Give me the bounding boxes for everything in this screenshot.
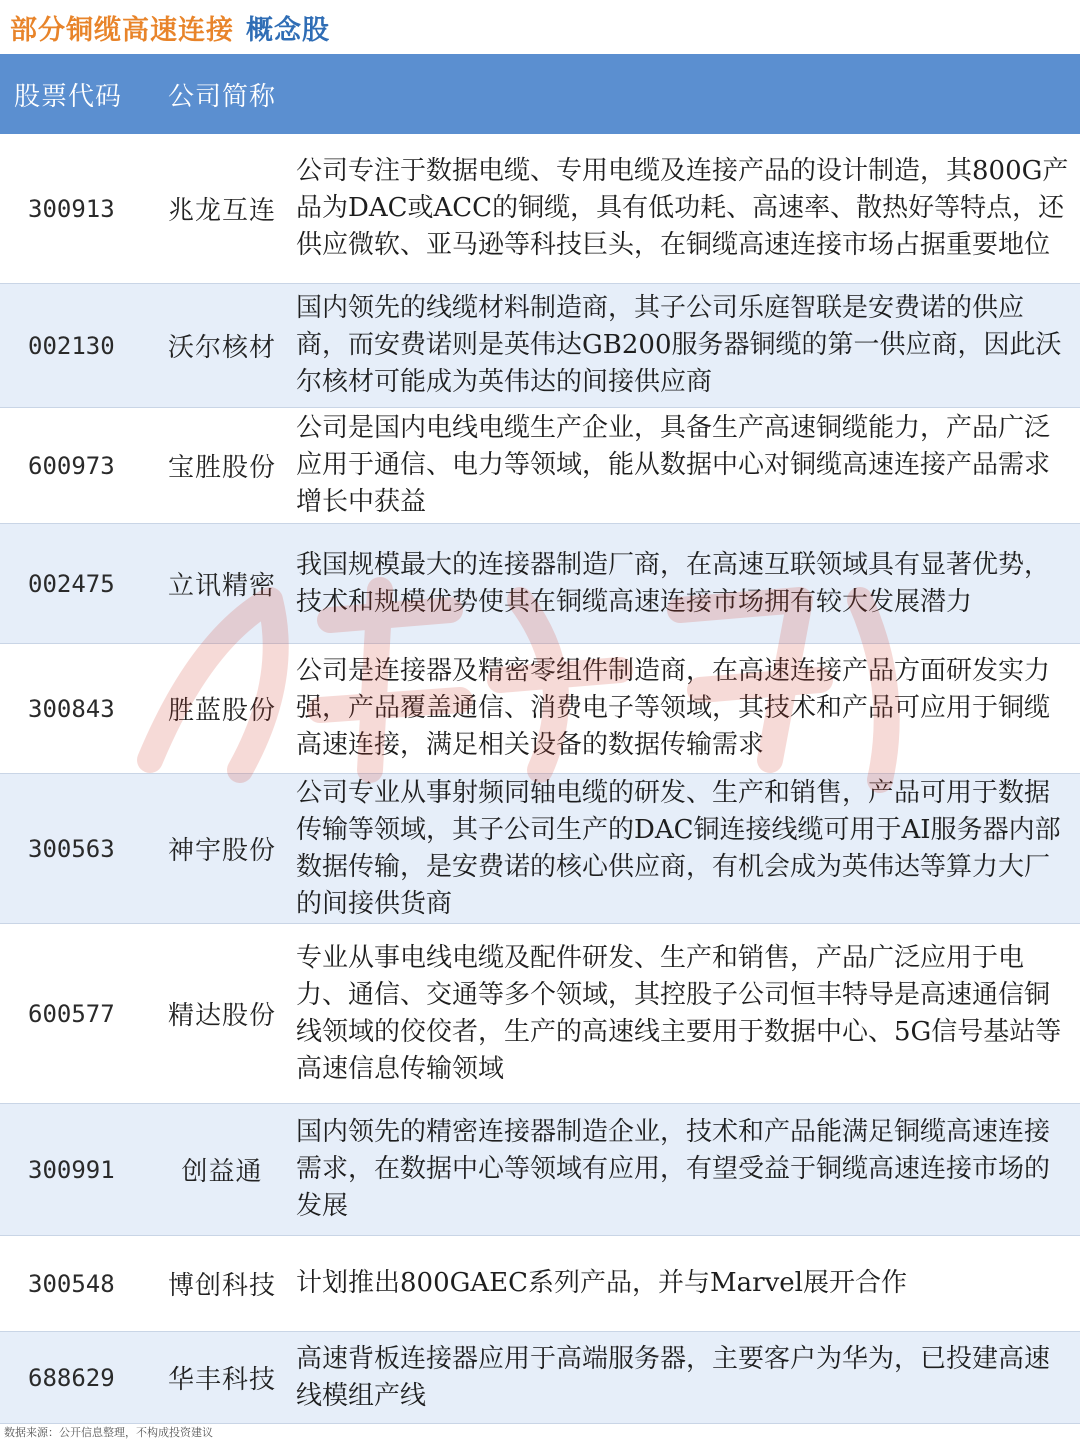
company-name: 创益通 <box>181 1157 263 1187</box>
stock-table <box>0 134 1080 1424</box>
company-desc: 公司是国内电线电缆生产企业，具备生产高速铜缆能力，产品广泛应用于通信、电力等领域，能从数据中心对铜缆高速连接产品需求增长中获益 <box>296 413 1051 517</box>
company-name: 华丰科技 <box>167 1365 276 1395</box>
company-desc: 公司专业从事射频同轴电缆的研发、生产和销售，产品可用于数据传输等领域，其子公司生产的DAC铜连接线缆可用于AI服务器内部数据传输，是安费诺的核心供应商，有机会成为英伟达等算力大厂的间接供货商 <box>296 777 1061 919</box>
stock-code: 300913 <box>28 194 115 223</box>
table-row <box>0 644 1080 774</box>
table-row <box>0 134 1080 284</box>
company-desc: 专业从事电线电缆及配件研发、生产和销售，产品广泛应用于电力、通信、交通等多个领域，其控股子公司恒丰特导是高速通信铜线领域的佼佼者，生产的高速线主要用于数据中心、5G信号基站等高速信息传输领域 <box>296 942 1062 1084</box>
company-name: 宝胜股份 <box>167 453 276 483</box>
company-desc: 计划推出800GAEC系列产品，并与Marvel展开合作 <box>296 1268 907 1298</box>
company-desc: 国内领先的线缆材料制造商，其子公司乐庭智联是安费诺的供应商，而安费诺则是英伟达GB200服务器铜缆的第一供应商，因此沃尔核材可能成为英伟达的间接供应商 <box>296 293 1062 397</box>
footer-note: 数据来源：公开信息整理，不构成投资建议 <box>4 1426 213 1439</box>
company-name: 精达股份 <box>167 1001 276 1031</box>
stock-code: 300548 <box>28 1269 115 1298</box>
company-desc: 公司专注于数据电缆、专用电缆及连接产品的设计制造，其800G产品为DAC或ACC的铜缆，具有低功耗、高速率、散热好等特点，还供应微软、亚马逊等科技巨头，在铜缆高速连接市场占据重要地位 <box>296 156 1069 260</box>
company-name: 神宇股份 <box>167 836 276 866</box>
table-row <box>0 1236 1080 1332</box>
table-row <box>0 774 1080 924</box>
company-name: 胜蓝股份 <box>167 696 276 726</box>
table-header <box>0 54 1080 134</box>
company-name: 博创科技 <box>167 1271 276 1301</box>
page-title-tag: 概念股 <box>246 14 330 46</box>
company-desc: 我国规模最大的连接器制造厂商，在高速互联领域具有显著优势，技术和规模优势使其在铜缆高速连接市场拥有较大发展潜力 <box>296 549 1051 617</box>
company-name: 立讯精密 <box>167 571 276 601</box>
company-desc: 国内领先的精密连接器制造企业，技术和产品能满足铜缆高速连接需求，在数据中心等领域有应用，有望受益于铜缆高速连接市场的发展 <box>296 1117 1051 1221</box>
stock-code: 688629 <box>28 1363 115 1392</box>
stock-code: 600577 <box>28 999 115 1028</box>
stock-code: 300843 <box>28 694 115 723</box>
table-row <box>0 1332 1080 1424</box>
stock-code: 300563 <box>28 834 115 863</box>
page-title: 部分铜缆高速连接 <box>10 14 234 46</box>
company-name: 兆龙互连 <box>167 196 276 226</box>
stock-code: 002130 <box>28 331 115 360</box>
company-desc: 高速背板连接器应用于高端服务器，主要客户为华为，已投建高速线模组产线 <box>296 1343 1051 1411</box>
header-code: 股票代码 <box>14 81 123 112</box>
stock-code: 002475 <box>28 569 115 598</box>
stock-code: 300991 <box>28 1155 115 1184</box>
table-row <box>0 1104 1080 1236</box>
table-row <box>0 924 1080 1104</box>
table-row <box>0 284 1080 408</box>
title-bar <box>0 0 1080 54</box>
company-name: 沃尔核材 <box>167 333 276 363</box>
stock-code: 600973 <box>28 451 115 480</box>
table-row <box>0 408 1080 524</box>
company-desc: 公司是连接器及精密零组件制造商，在高速连接产品方面研发实力强，产品覆盖通信、消费电子等领域，其技术和产品可应用于铜缆高速连接，满足相关设备的数据传输需求 <box>296 656 1051 760</box>
table-row <box>0 524 1080 644</box>
header-name: 公司简称 <box>167 81 276 112</box>
